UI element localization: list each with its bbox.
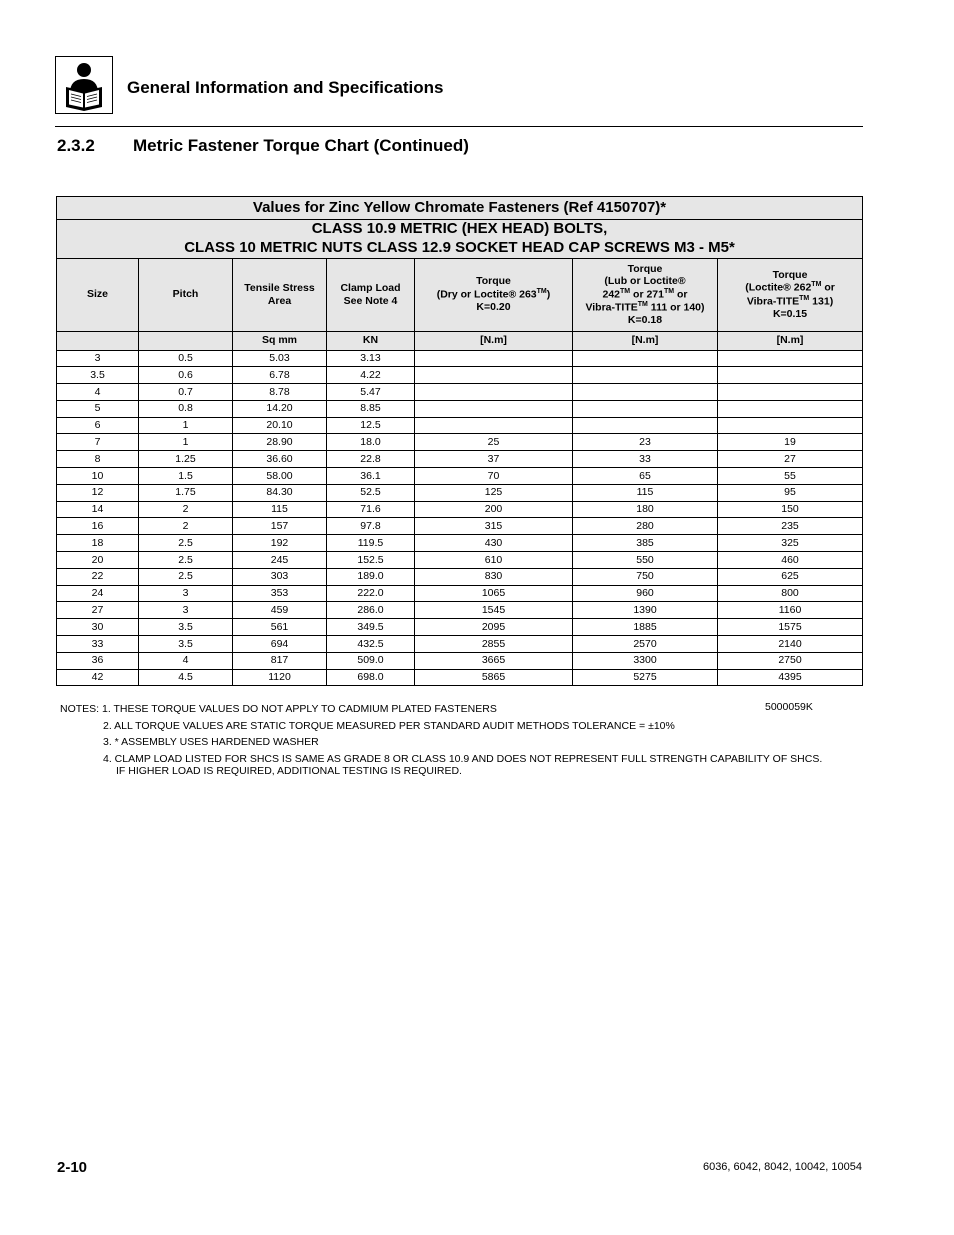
table-cell: 2855 [415,636,573,653]
table-cell [415,400,573,417]
table-cell: 23 [573,434,718,451]
unit-cell [139,331,233,350]
table-row [57,451,863,468]
col-header-size: Size [57,258,139,331]
table-body [57,350,863,686]
table-cell: 349.5 [327,619,415,636]
table-row [57,434,863,451]
table-cell: 3 [57,350,139,367]
table-cell: 2.5 [139,535,233,552]
table-cell: 2140 [718,636,863,653]
table-cell: 0.7 [139,384,233,401]
table-cell [718,384,863,401]
table-cell: 4.5 [139,669,233,686]
table-cell: 192 [233,535,327,552]
units-row [57,331,863,350]
table-cell: 22.8 [327,451,415,468]
table-cell: 353 [233,585,327,602]
table-cell: 42 [57,669,139,686]
table-cell: 3.5 [57,367,139,384]
table-row [57,552,863,569]
table-cell: 750 [573,568,718,585]
table-cell: 33 [573,451,718,468]
table-cell: 561 [233,619,327,636]
table-cell: 2 [139,518,233,535]
table-cell: 55 [718,468,863,485]
table-cell: 24 [57,585,139,602]
col-header-clamp-load: Clamp Load See Note 4 [327,258,415,331]
table-cell: 800 [718,585,863,602]
table-cell: 95 [718,484,863,501]
table-row [57,585,863,602]
table-row [57,669,863,686]
table-cell: 385 [573,535,718,552]
table-cell: 4395 [718,669,863,686]
table-cell: 2570 [573,636,718,653]
table-cell: 20.10 [233,417,327,434]
chapter-title: General Information and Specifications [127,78,444,97]
table-cell: 18 [57,535,139,552]
table-row [57,400,863,417]
table-cell: 325 [718,535,863,552]
table-cell: 19 [718,434,863,451]
unit-cell: [N.m] [718,331,863,350]
table-cell: 1885 [573,619,718,636]
table-cell: 14 [57,501,139,518]
note-2: 2. ALL TORQUE VALUES ARE STATIC TORQUE MEASURED PER STANDARD AUDIT METHODS TOLERANCE = ±10% [103,719,675,732]
table-cell: 6 [57,417,139,434]
table-cell: 3.13 [327,350,415,367]
table-cell: 8 [57,451,139,468]
table-row [57,384,863,401]
table-cell: 37 [415,451,573,468]
table-row [57,535,863,552]
table-cell: 157 [233,518,327,535]
table-cell: 115 [233,501,327,518]
table-row [57,602,863,619]
unit-cell: KN [327,331,415,350]
table-cell [415,350,573,367]
table-cell: 694 [233,636,327,653]
page-number: 2-10 [57,1159,88,1176]
header-divider [55,126,863,127]
table-cell: 2.5 [139,552,233,569]
table-cell: 115 [573,484,718,501]
table-cell: 1 [139,417,233,434]
reading-person-icon [55,56,113,114]
table-cell: 1.25 [139,451,233,468]
table-cell: 459 [233,602,327,619]
table-cell: 1 [139,434,233,451]
table-cell: 2095 [415,619,573,636]
table-cell: 97.8 [327,518,415,535]
table-cell: 27 [718,451,863,468]
table-cell [573,384,718,401]
table-cell [415,384,573,401]
table-cell: 960 [573,585,718,602]
unit-cell: [N.m] [415,331,573,350]
section-heading [57,136,469,156]
table-cell: 20 [57,552,139,569]
table-cell: 1.75 [139,484,233,501]
table-cell: 610 [415,552,573,569]
table-cell: 286.0 [327,602,415,619]
table-cell: 52.5 [327,484,415,501]
table-row [57,636,863,653]
notes-block [60,701,822,780]
table-cell: 8.85 [327,400,415,417]
table-cell: 10 [57,468,139,485]
table-cell: 28.90 [233,434,327,451]
table-cell: 5 [57,400,139,417]
table-cell: 70 [415,468,573,485]
table-cell: 830 [415,568,573,585]
table-cell: 36.60 [233,451,327,468]
table-cell: 65 [573,468,718,485]
table-cell: 27 [57,602,139,619]
table-cell: 550 [573,552,718,569]
table-cell: 33 [57,636,139,653]
table-cell [718,417,863,434]
unit-cell: Sq mm [233,331,327,350]
table-cell: 30 [57,619,139,636]
table-cell: 430 [415,535,573,552]
table-cell [573,350,718,367]
table-cell [718,400,863,417]
table-cell: 14.20 [233,400,327,417]
table-cell: 3.5 [139,619,233,636]
table-cell: 6.78 [233,367,327,384]
section-number: 2.3.2 [57,136,95,155]
table-cell: 3 [139,602,233,619]
table-row [57,568,863,585]
table-cell: 3665 [415,652,573,669]
table-cell: 303 [233,568,327,585]
table-cell: 200 [415,501,573,518]
table-row [57,417,863,434]
table-cell: 8.78 [233,384,327,401]
table-cell: 58.00 [233,468,327,485]
table-cell: 150 [718,501,863,518]
table-cell: 625 [718,568,863,585]
table-cell: 2.5 [139,568,233,585]
table-cell: 698.0 [327,669,415,686]
table-cell: 25 [415,434,573,451]
table-cell: 119.5 [327,535,415,552]
col-header-torque-lub: Torque (Lub or Loctite® 242™ or 271™ or Vibra-TITE™ 111 or 140) K=0.18 [573,258,718,331]
table-cell: 235 [718,518,863,535]
table-cell: 3 [139,585,233,602]
unit-cell [57,331,139,350]
table-cell: 36.1 [327,468,415,485]
table-banner-title: Values for Zinc Yellow Chromate Fasteners (Ref 4150707)* [57,197,863,220]
note-3: 3. * ASSEMBLY USES HARDENED WASHER [103,736,319,749]
table-cell: 3300 [573,652,718,669]
table-cell [415,417,573,434]
table-cell [573,400,718,417]
table-cell: 36 [57,652,139,669]
section-title: Metric Fastener Torque Chart (Continued) [133,136,469,155]
table-cell: 71.6 [327,501,415,518]
table-cell: 5865 [415,669,573,686]
unit-cell: [N.m] [573,331,718,350]
table-cell: 0.6 [139,367,233,384]
table-cell: 817 [233,652,327,669]
table-cell: 1065 [415,585,573,602]
table-cell: 152.5 [327,552,415,569]
note-4: 4. CLAMP LOAD LISTED FOR SHCS IS SAME AS GRADE 8 OR CLASS 10.9 AND DOES NOT REPRESENT FULL STRENGTH CAPABILITY OF SHCS. [103,753,823,766]
table-cell: 1.5 [139,468,233,485]
col-header-torque-loctite: Torque (Loctite® 262™ or Vibra-TITE™ 131) K=0.15 [718,258,863,331]
table-row [57,350,863,367]
table-cell: 280 [573,518,718,535]
table-row [57,501,863,518]
table-row [57,518,863,535]
col-header-pitch: Pitch [139,258,233,331]
table-row [57,619,863,636]
document-code: 5000059K [765,701,813,713]
table-cell: 1545 [415,602,573,619]
table-cell: 125 [415,484,573,501]
table-cell: 1575 [718,619,863,636]
table-cell: 2 [139,501,233,518]
table-cell: 432.5 [327,636,415,653]
model-numbers: 6036, 6042, 8042, 10042, 10054 [702,1161,862,1173]
torque-chart-table [56,196,863,686]
table-cell: 5275 [573,669,718,686]
table-cell: 222.0 [327,585,415,602]
table-cell: 509.0 [327,652,415,669]
table-cell: 12 [57,484,139,501]
table-cell [573,367,718,384]
table-cell: 315 [415,518,573,535]
table-cell: 4 [139,652,233,669]
table-cell: 2750 [718,652,863,669]
table-cell: 3.5 [139,636,233,653]
table-cell: 0.5 [139,350,233,367]
table-cell [718,350,863,367]
table-cell: 18.0 [327,434,415,451]
table-cell: 5.03 [233,350,327,367]
table-cell: 245 [233,552,327,569]
table-cell: 1120 [233,669,327,686]
table-cell: 460 [718,552,863,569]
table-cell: 5.47 [327,384,415,401]
table-row [57,484,863,501]
table-cell: 1160 [718,602,863,619]
table-cell: 4 [57,384,139,401]
col-header-tensile: Tensile Stress Area [233,258,327,331]
table-cell: 7 [57,434,139,451]
table-cell: 12.5 [327,417,415,434]
note-1: NOTES: 1. THESE TORQUE VALUES DO NOT APPLY TO CADMIUM PLATED FASTENERS [60,703,497,715]
table-cell: 189.0 [327,568,415,585]
table-banner-class: CLASS 10.9 METRIC (HEX HEAD) BOLTS, CLASS 10 METRIC NUTS CLASS 12.9 SOCKET HEAD CAP SCREWS M3 - M5* [57,220,863,259]
table-cell [415,367,573,384]
col-header-torque-dry: Torque (Dry or Loctite® 263™) K=0.20 [415,258,573,331]
table-cell: 16 [57,518,139,535]
table-row [57,468,863,485]
table-row [57,652,863,669]
table-cell: 84.30 [233,484,327,501]
table-cell: 0.8 [139,400,233,417]
table-cell: 4.22 [327,367,415,384]
table-cell: 180 [573,501,718,518]
note-4-continued: IF HIGHER LOAD IS REQUIRED, ADDITIONAL TESTING IS REQUIRED. [116,764,462,777]
table-cell [718,367,863,384]
table-row [57,367,863,384]
table-cell: 22 [57,568,139,585]
table-cell [573,417,718,434]
table-cell: 1390 [573,602,718,619]
